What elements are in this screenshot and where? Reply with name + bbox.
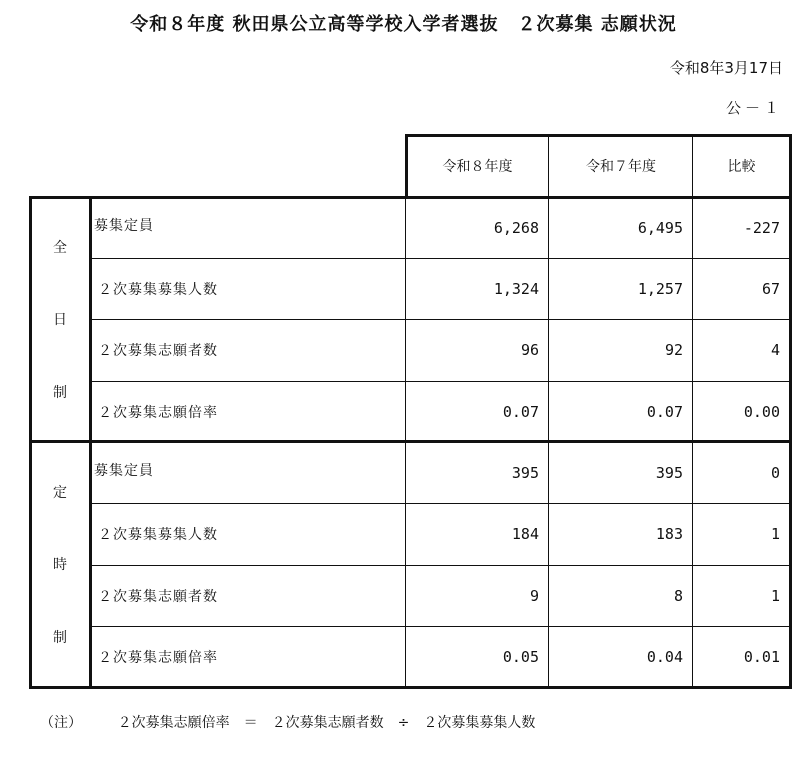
row-divider (90, 258, 791, 259)
value-diff: -227 (743, 218, 780, 237)
value-r7: 6,495 (637, 218, 683, 237)
value-r8: 184 (511, 525, 539, 543)
footnote-prefix: （注） (40, 715, 82, 731)
column-divider (692, 134, 693, 687)
group-char: 日 (53, 312, 67, 329)
value-r7: 395 (655, 463, 683, 482)
value-r7: 1,257 (637, 279, 683, 298)
value-r8: 0.05 (502, 647, 539, 666)
column-divider (548, 134, 549, 687)
footnote (40, 712, 535, 732)
value-r7: 0.04 (646, 647, 683, 666)
group-divider (89, 196, 92, 689)
row-label: ２次募集志願倍率 (98, 404, 218, 421)
group-char: 時 (53, 557, 67, 574)
group-char: 制 (53, 384, 67, 401)
value-diff: 67 (761, 279, 780, 298)
value-r7: 92 (664, 341, 683, 359)
value-diff: 1 (770, 586, 780, 605)
row-label: 募集定員 (94, 218, 154, 234)
row-divider (90, 319, 791, 320)
value-r8: 395 (511, 463, 539, 482)
value-r8: 6,268 (493, 218, 539, 237)
value-diff: 0.00 (743, 402, 780, 421)
group-char: 定 (53, 485, 67, 502)
row-divider (90, 503, 791, 504)
value-r7: 183 (655, 525, 683, 543)
row-label: ２次募集募集人数 (98, 527, 218, 543)
value-r8: 96 (520, 341, 539, 359)
table-code: 公－１ (725, 99, 783, 117)
table-border (789, 134, 792, 689)
table-border (29, 196, 792, 199)
value-diff: 1 (770, 525, 780, 543)
group-char: 全 (53, 240, 67, 257)
row-label: 募集定員 (94, 463, 154, 479)
value-diff: 0.01 (743, 647, 780, 666)
value-r7: 0.07 (646, 402, 683, 421)
value-r8: 1,324 (493, 279, 539, 298)
section-divider (29, 440, 792, 443)
row-label: ２次募集志願者数 (98, 343, 218, 359)
row-label: ２次募集募集人数 (98, 281, 218, 298)
value-r8: 9 (529, 586, 539, 605)
column-header-r7: 令和７年度 (586, 159, 656, 175)
row-label: ２次募集志願者数 (98, 588, 218, 605)
row-label: ２次募集志願倍率 (98, 649, 218, 666)
value-r7: 8 (673, 586, 683, 605)
group-label-fulltime (30, 197, 90, 442)
column-divider (405, 196, 406, 687)
row-divider (90, 626, 791, 627)
row-divider (90, 565, 791, 566)
value-diff: 0 (770, 463, 780, 482)
table-border (405, 134, 408, 198)
footnote-text: ２次募集志願倍率 ＝ ２次募集志願者数 ÷ ２次募集募集人数 (117, 715, 536, 731)
table-border (29, 686, 792, 689)
group-char: 制 (53, 629, 67, 646)
value-r8: 0.07 (502, 402, 539, 421)
column-header-r8: 令和８年度 (442, 159, 513, 175)
report-date: 令和8年3月17日 (669, 59, 783, 77)
row-divider (90, 381, 791, 382)
column-header-comparison: 比較 (727, 159, 756, 175)
table-border (405, 134, 791, 137)
value-diff: 4 (770, 341, 780, 359)
group-label-parttime (30, 442, 90, 687)
page-title: 令和８年度 秋田県公立高等学校入学者選抜 ２次募集 志願状況 (130, 14, 677, 35)
